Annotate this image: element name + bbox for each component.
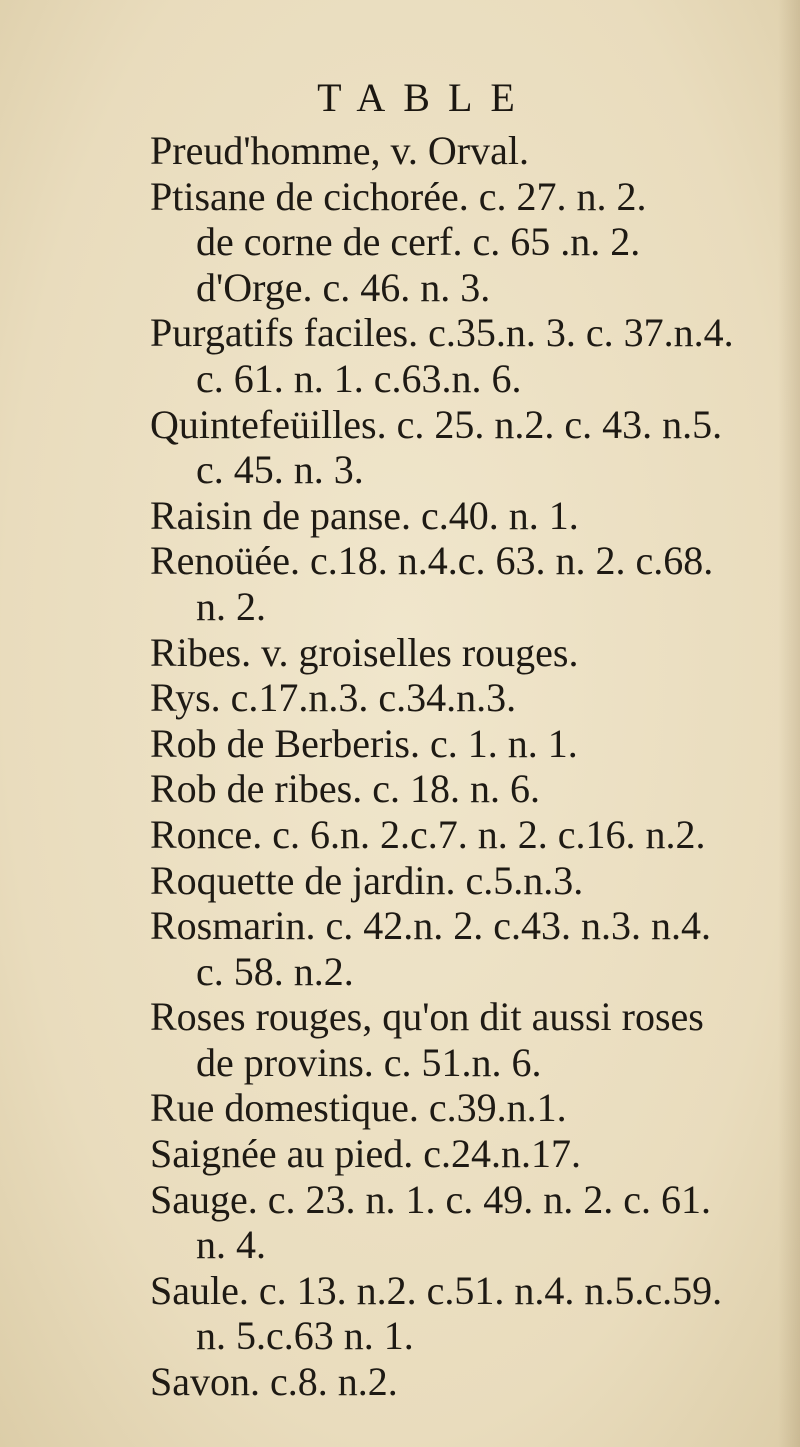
index-entry-continuation: c. 61. n. 1. c.63.n. 6.	[196, 355, 522, 401]
index-entry: Ronce. c. 6.n. 2.c.7. n. 2. c.16. n.2.	[150, 811, 706, 857]
index-entry: Quintefeüilles. c. 25. n.2. c. 43. n.5.	[150, 401, 723, 447]
index-entry: Ptisane de cichorée. c. 27. n. 2.	[150, 173, 647, 219]
page-header: TABLE	[317, 75, 533, 120]
index-entry: Ribes. v. groiselles rouges.	[150, 629, 579, 675]
index-entry: Raisin de panse. c.40. n. 1.	[150, 492, 579, 538]
index-entry-continuation: c. 58. n.2.	[196, 948, 354, 994]
index-entry: Saule. c. 13. n.2. c.51. n.4. n.5.c.59.	[150, 1267, 723, 1313]
index-entry: Purgatifs faciles. c.35.n. 3. c. 37.n.4.	[150, 310, 734, 356]
index-entries	[150, 128, 790, 1405]
index-entry-continuation: c. 45. n. 3.	[196, 447, 364, 493]
index-entry: Rue domestique. c.39.n.1.	[150, 1085, 567, 1131]
index-entry: Rob de Berberis. c. 1. n. 1.	[150, 720, 578, 766]
index-entry-continuation: d'Orge. c. 46. n. 3.	[196, 264, 491, 310]
index-entry: Rys. c.17.n.3. c.34.n.3.	[150, 675, 517, 721]
index-entry-continuation: de corne de cerf. c. 65 .n. 2.	[196, 219, 641, 265]
index-entry: Rosmarin. c. 42.n. 2. c.43. n.3. n.4.	[150, 903, 712, 949]
index-entry: Roquette de jardin. c.5.n.3.	[150, 857, 584, 903]
index-entry: Preud'homme, v. Orval.	[150, 128, 529, 173]
index-entry-continuation: n. 5.c.63 n. 1.	[196, 1313, 414, 1359]
index-entry: Roses rouges, qu'on dit aussi roses	[150, 994, 704, 1040]
index-entry: Rob de ribes. c. 18. n. 6.	[150, 766, 540, 812]
index-entry: Sauge. c. 23. n. 1. c. 49. n. 2. c. 61.	[150, 1176, 712, 1222]
index-entry-continuation: de provins. c. 51.n. 6.	[196, 1039, 542, 1085]
index-entry-continuation: n. 2.	[196, 583, 266, 629]
index-entry: Renoüée. c.18. n.4.c. 63. n. 2. c.68.	[150, 538, 714, 584]
index-entry: Savon. c.8. n.2.	[150, 1359, 398, 1405]
index-entry-continuation: n. 4.	[196, 1222, 266, 1268]
index-entry: Saignée au pied. c.24.n.17.	[150, 1131, 581, 1177]
